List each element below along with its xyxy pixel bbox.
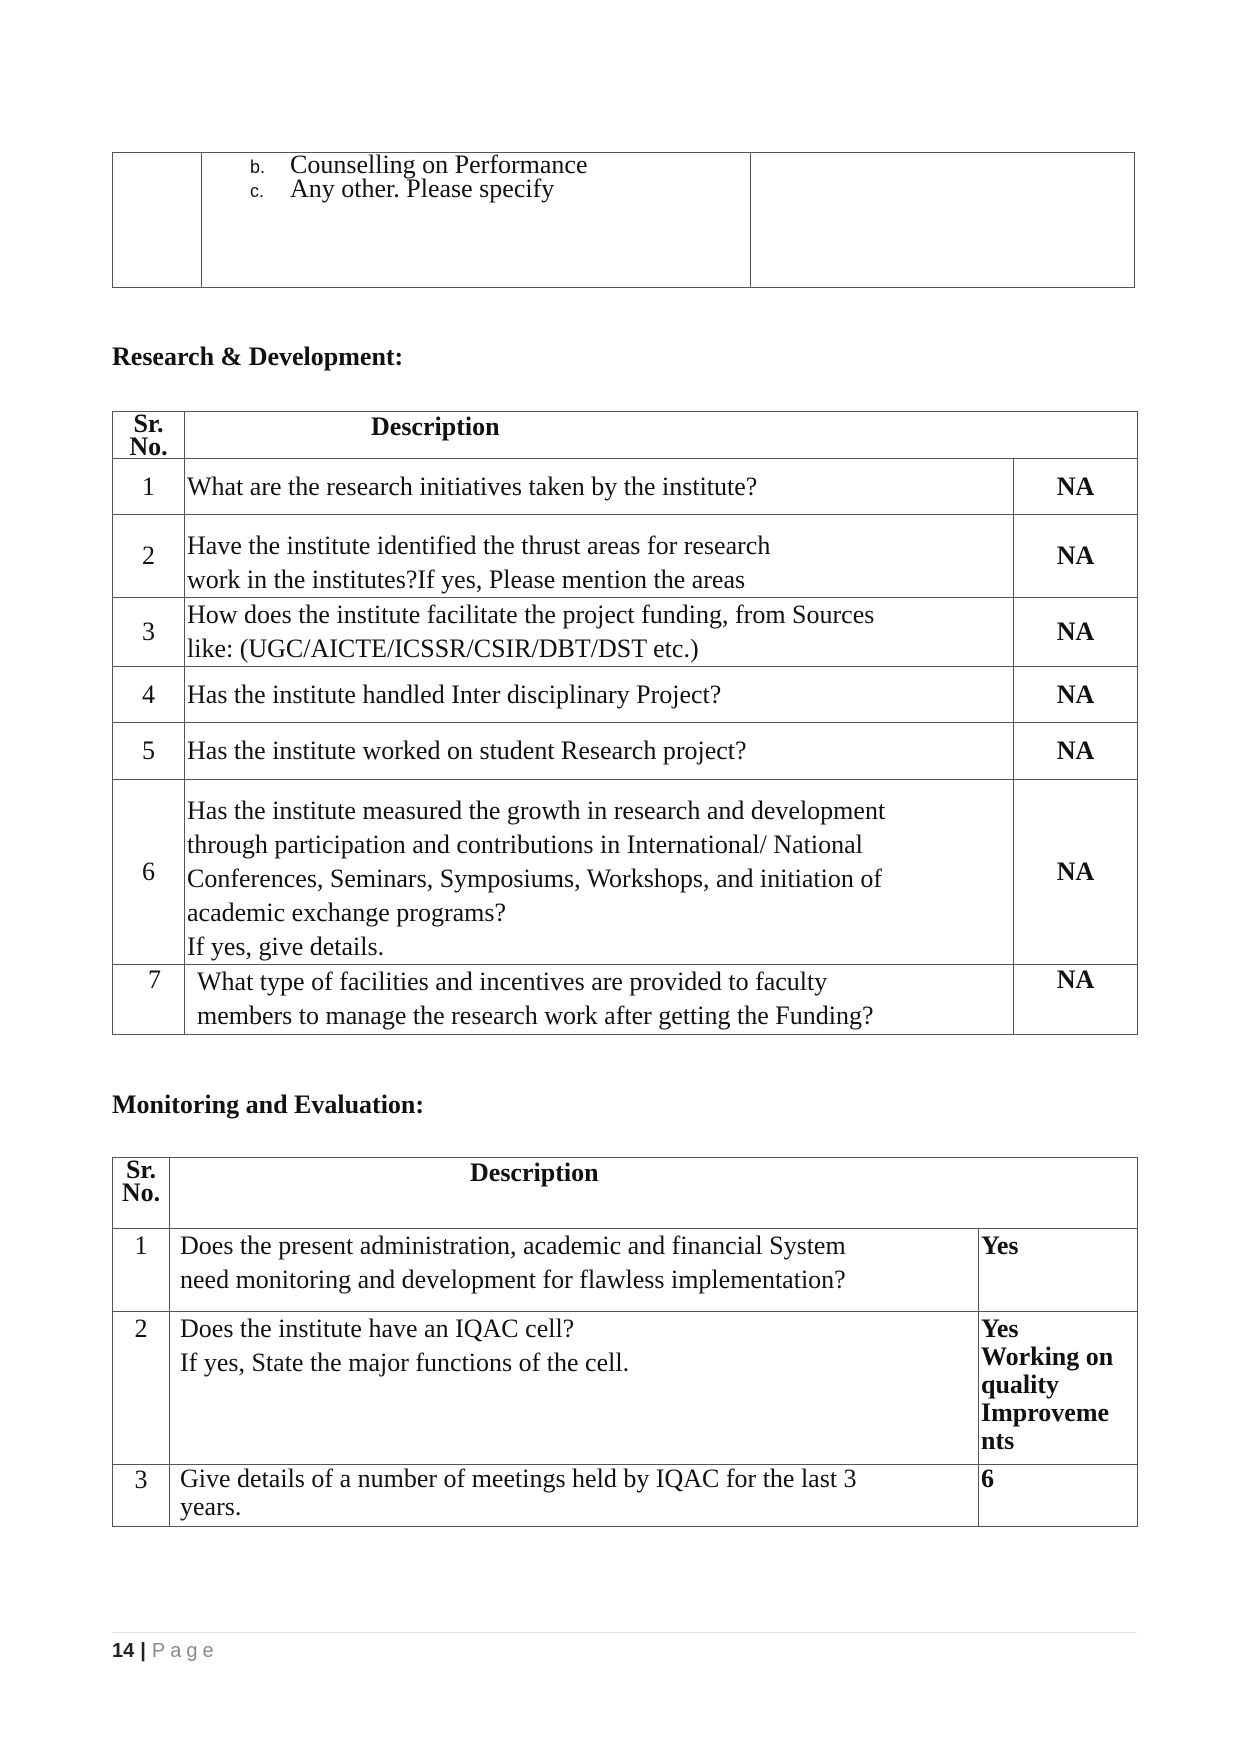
description-header xyxy=(170,1158,1138,1229)
description-line: years. xyxy=(180,1492,242,1521)
description-line: What type of facilities and incentives are provided to faculty xyxy=(197,967,828,996)
table-row xyxy=(113,1465,1138,1527)
description-header-text: Description xyxy=(371,412,500,441)
table-row xyxy=(113,1229,1138,1312)
row-description xyxy=(170,1229,979,1312)
description-line: Conferences, Seminars, Symposiums, Workshops, and initiation of xyxy=(187,864,883,893)
description-line: Have the institute identified the thrust areas for research xyxy=(187,531,771,560)
description-line: Has the institute worked on student Research project? xyxy=(187,736,747,765)
description-line: like: (UGC/AICTE/ICSSR/CSIR/DBT/DST etc.) xyxy=(187,634,699,663)
description-cell xyxy=(202,150,751,288)
footer-divider xyxy=(112,1632,1137,1633)
answer-line: Working on xyxy=(981,1342,1114,1371)
sr-cell xyxy=(113,153,202,288)
row-answer: NA xyxy=(1014,965,1138,1035)
description-line: work in the institutes?If yes, Please mention the areas xyxy=(187,565,746,594)
row-number: 4 xyxy=(113,667,185,723)
row-number: 1 xyxy=(113,459,185,515)
answer-cell xyxy=(751,153,1135,288)
row-number: 1 xyxy=(113,1229,170,1312)
row-number: 3 xyxy=(113,1465,170,1527)
description-line: If yes, give details. xyxy=(187,932,385,961)
monitoring-section-title: Monitoring and Evaluation: xyxy=(112,1090,425,1119)
description-line: How does the institute facilitate the project funding, from Sources xyxy=(187,600,875,629)
row-answer: NA xyxy=(1014,667,1138,723)
row-description xyxy=(185,780,1014,965)
row-description xyxy=(185,459,1014,515)
list-marker: b. xyxy=(250,157,266,177)
row-answer xyxy=(979,1229,1138,1312)
options-list xyxy=(202,150,750,203)
row-answer xyxy=(979,1312,1138,1465)
description-line: need monitoring and development for flawless implementation? xyxy=(180,1265,846,1294)
description-line: Does the present administration, academic and financial System xyxy=(180,1231,846,1260)
table-row xyxy=(113,153,1135,288)
description-header-text: Description xyxy=(470,1158,599,1187)
description-line: Has the institute measured the growth in research and development xyxy=(187,796,886,825)
row-description xyxy=(185,515,1014,598)
description-line: Give details of a number of meetings held by IQAC for the last 3 xyxy=(180,1464,857,1493)
row-number: 3 xyxy=(113,598,185,667)
row-description xyxy=(170,1465,979,1527)
row-number: 7 xyxy=(113,965,185,1035)
table-row xyxy=(113,723,1138,780)
answer-line: Improveme xyxy=(981,1398,1110,1427)
row-answer xyxy=(979,1465,1138,1527)
description-line: Does the institute have an IQAC cell? xyxy=(180,1314,575,1343)
row-description xyxy=(185,667,1014,723)
list-text: Counselling on Performance xyxy=(290,150,588,179)
table-row xyxy=(113,667,1138,723)
description-line: What are the research initiatives taken by the institute? xyxy=(187,471,758,501)
table-row xyxy=(113,515,1138,598)
row-number: 5 xyxy=(113,723,185,780)
row-description xyxy=(185,723,1014,780)
monitoring-table xyxy=(112,1157,1138,1527)
page-footer xyxy=(112,1640,219,1663)
row-answer: NA xyxy=(1014,598,1138,667)
table-header-row xyxy=(113,412,1138,459)
sr-header: Sr. No. xyxy=(113,1158,170,1229)
description-line: academic exchange programs? xyxy=(187,898,507,927)
description-line: members to manage the research work after getting the Funding? xyxy=(197,1001,874,1030)
description-line: If yes, State the major functions of the cell. xyxy=(180,1348,630,1377)
research-section-title: Research & Development: xyxy=(112,342,404,371)
row-answer: NA xyxy=(1014,459,1138,515)
sr-header: Sr. No. xyxy=(113,412,185,459)
row-description xyxy=(185,598,1014,667)
list-item xyxy=(202,174,750,203)
table-row xyxy=(113,965,1138,1035)
table-row xyxy=(113,459,1138,515)
description-header xyxy=(185,412,1138,459)
answer-line: Yes xyxy=(981,1231,1019,1260)
answer-line: Yes xyxy=(981,1314,1019,1343)
table-row xyxy=(113,1312,1138,1465)
row-description xyxy=(170,1312,979,1465)
row-number: 2 xyxy=(113,1312,170,1465)
table-row xyxy=(113,780,1138,965)
list-text: Any other. Please specify xyxy=(290,174,555,203)
research-table xyxy=(112,411,1138,1035)
footer-separator: | xyxy=(140,1640,146,1662)
table-header-row xyxy=(113,1158,1138,1229)
description-line: Has the institute handled Inter disciplinary Project? xyxy=(187,679,722,709)
row-number: 6 xyxy=(113,780,185,965)
answer-line: 6 xyxy=(981,1464,994,1493)
page-label: Page xyxy=(151,1640,219,1662)
continuation-table xyxy=(112,152,1135,288)
row-answer: NA xyxy=(1014,780,1138,965)
answer-line: nts xyxy=(981,1426,1015,1455)
description-line: through participation and contributions in International/ National xyxy=(187,830,863,859)
page-number: 14 xyxy=(112,1640,135,1662)
row-description xyxy=(185,965,1014,1035)
answer-line: quality xyxy=(981,1370,1060,1399)
list-marker: c. xyxy=(250,181,265,201)
table-row xyxy=(113,598,1138,667)
row-number: 2 xyxy=(113,515,185,598)
row-answer: NA xyxy=(1014,723,1138,780)
row-answer: NA xyxy=(1014,515,1138,598)
